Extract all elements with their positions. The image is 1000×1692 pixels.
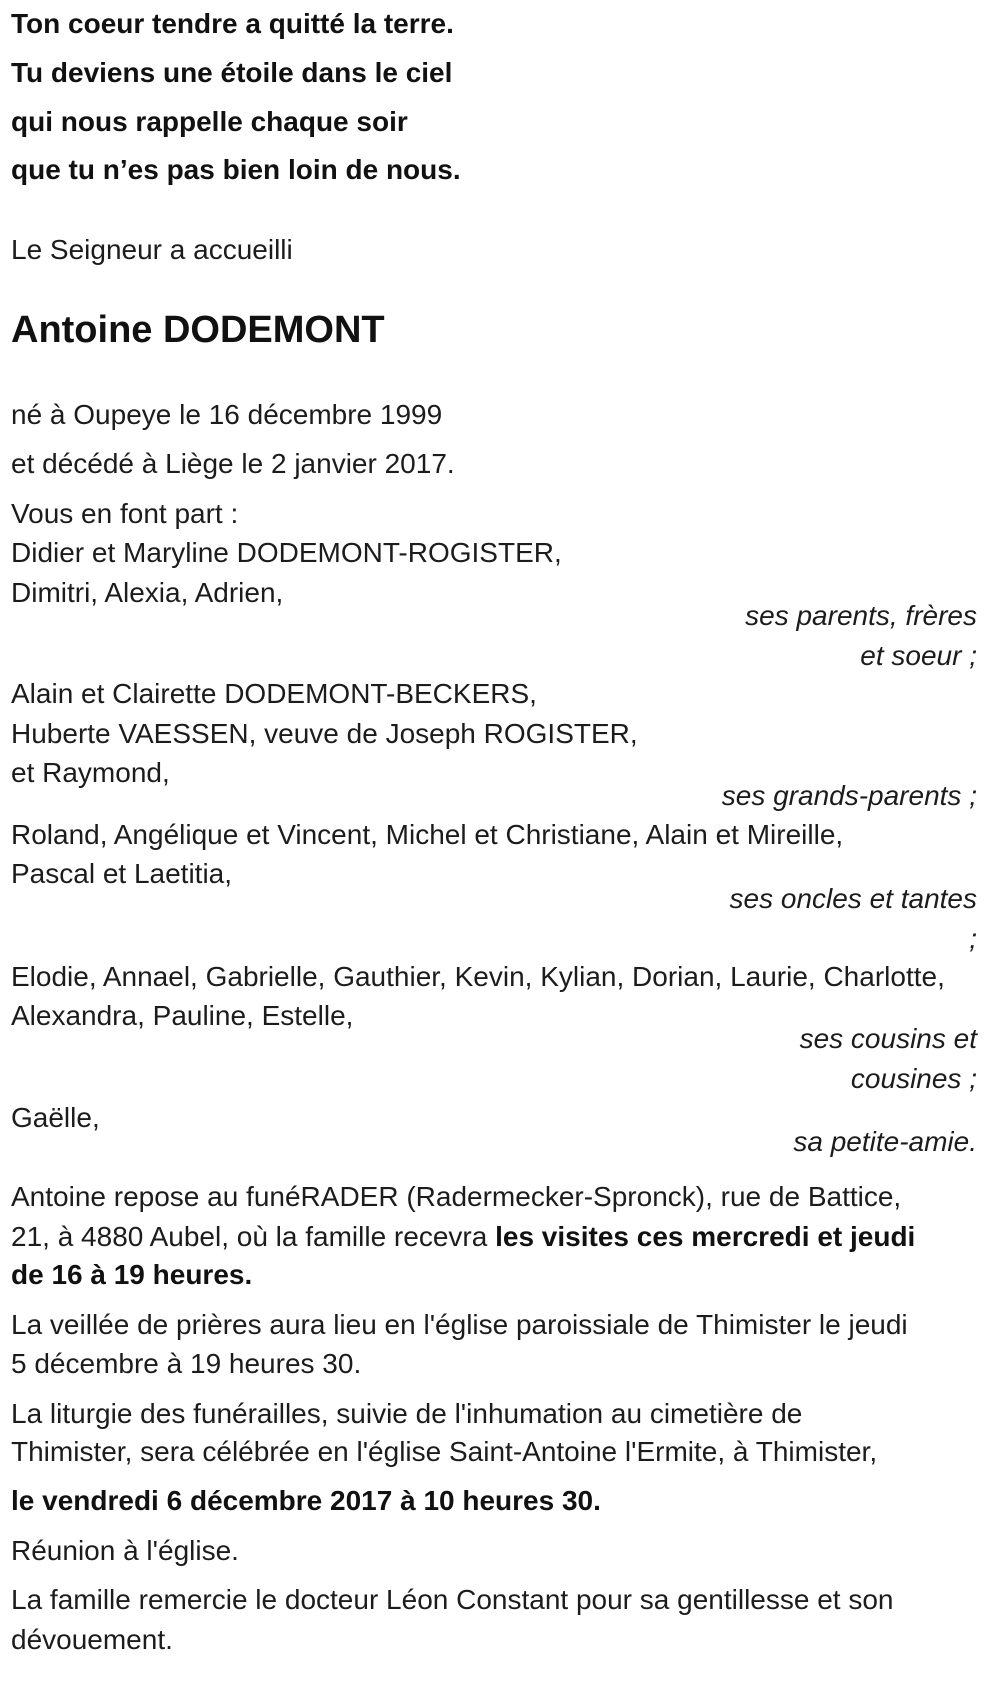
birth-line: né à Oupeye le 16 décembre 1999: [11, 399, 443, 430]
family-names-line: Elodie, Annael, Gabrielle, Gauthier, Kevin, Kylian, Dorian, Laurie, Charlotte,: [11, 961, 945, 992]
repose-line: Antoine repose au funéRADER (Radermecker-Spronck), rue de Battice,: [11, 1181, 902, 1212]
poem-line: qui nous rappelle chaque soir: [11, 106, 408, 137]
repose-text: 21, à 4880 Aubel, où la famille recevra: [11, 1221, 488, 1252]
family-names-line: Didier et Maryline DODEMONT-ROGISTER,: [11, 537, 562, 568]
family-relation: et soeur ;: [860, 640, 977, 671]
poem-line: que tu n’es pas bien loin de nous.: [11, 154, 461, 185]
family-relation: ses oncles et tantes: [729, 883, 977, 914]
intro-line: Le Seigneur a accueilli: [11, 234, 293, 265]
liturgy-line: La liturgie des funérailles, suivie de l'inhumation au cimetière de: [11, 1398, 803, 1429]
family-relation: cousines ;: [850, 1063, 977, 1094]
liturgy-line: Thimister, sera célébrée en l'église Saint-Antoine l'Ermite, à Thimister,: [11, 1436, 878, 1467]
family-names-line: et Raymond,: [11, 757, 170, 788]
death-line: et décédé à Liège le 2 janvier 2017.: [11, 448, 455, 479]
family-relation: ses cousins et: [799, 1023, 977, 1054]
visits-emphasis: les visites ces mercredi et jeudi: [495, 1221, 916, 1252]
family-names-line: Alain et Clairette DODEMONT-BECKERS,: [11, 678, 537, 709]
deceased-name: Antoine DODEMONT: [11, 309, 385, 351]
poem-line: Ton coeur tendre a quitté la terre.: [11, 8, 454, 39]
family-relation: ses grands-parents ;: [721, 780, 977, 811]
family-names-line: Huberte VAESSEN, veuve de Joseph ROGISTER,: [11, 718, 638, 749]
vigil-line: 5 décembre à 19 heures 30.: [11, 1348, 362, 1379]
family-names-line: Alexandra, Pauline, Estelle,: [11, 1000, 354, 1031]
funeral-date: le vendredi 6 décembre 2017 à 10 heures 30.: [11, 1485, 601, 1516]
repose-line: [11, 1220, 915, 1254]
family-names-line: Dimitri, Alexia, Adrien,: [11, 577, 284, 608]
family-names-line: Roland, Angélique et Vincent, Michel et Christiane, Alain et Mireille,: [11, 819, 844, 850]
gathering-line: Réunion à l'église.: [11, 1535, 239, 1566]
family-relation: ses parents, frères: [745, 600, 977, 631]
family-names-line: Pascal et Laetitia,: [11, 858, 233, 889]
vigil-line: La veillée de prières aura lieu en l'église paroissiale de Thimister le jeudi: [11, 1309, 908, 1340]
announcement-label: Vous en font part :: [11, 498, 239, 529]
family-relation: ;: [969, 923, 977, 954]
visits-hours: de 16 à 19 heures.: [11, 1259, 253, 1290]
family-relation: sa petite-amie.: [793, 1126, 977, 1157]
family-names-line: Gaëlle,: [11, 1102, 100, 1133]
thanks-line: La famille remercie le docteur Léon Constant pour sa gentillesse et son: [11, 1584, 894, 1615]
thanks-line: dévouement.: [11, 1624, 173, 1655]
poem-line: Tu deviens une étoile dans le ciel: [11, 57, 453, 88]
